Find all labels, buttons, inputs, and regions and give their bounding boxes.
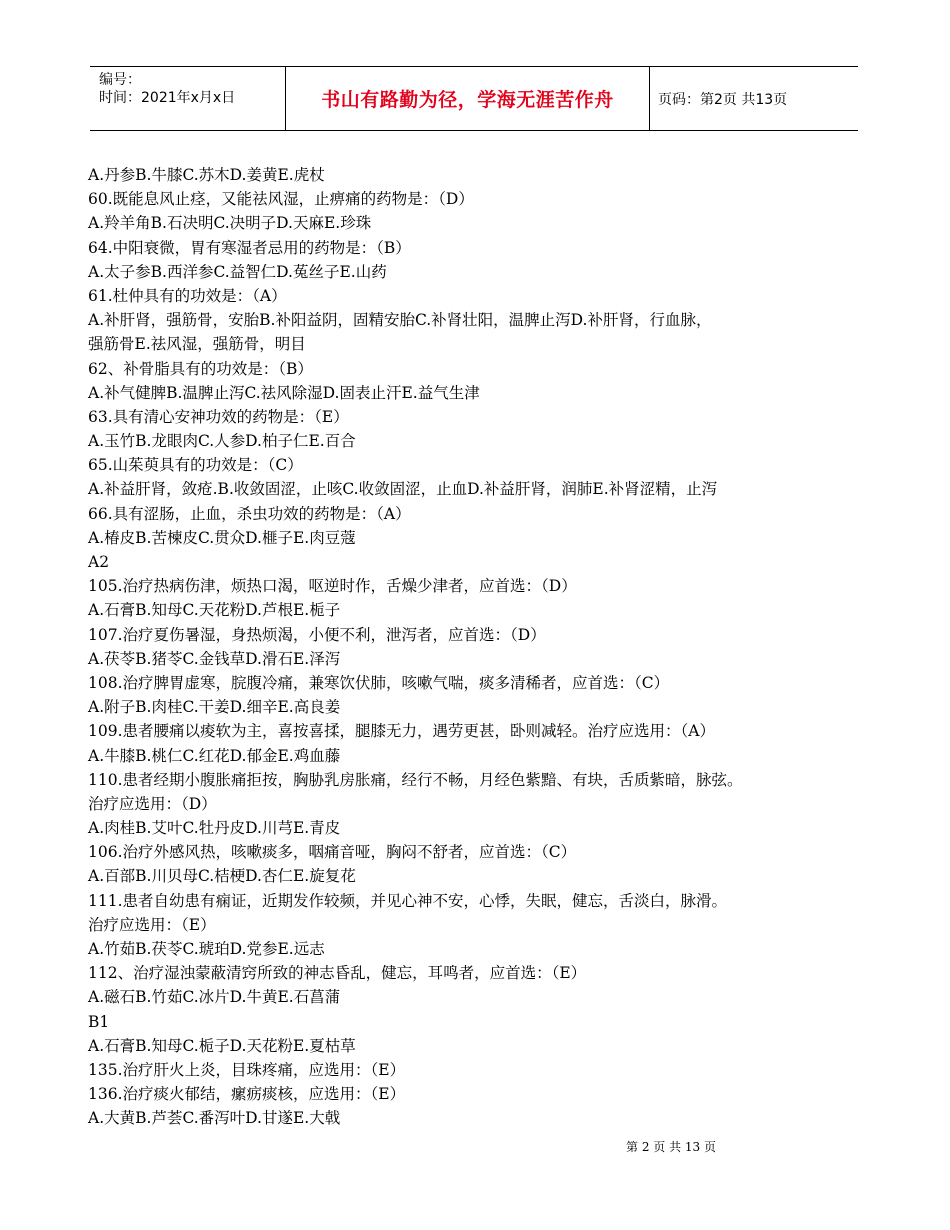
page-footer: 第 2 页 共 13 页 [626, 1140, 716, 1154]
header-page-info: 页码：第2页 共13页 [658, 91, 788, 108]
page-header [90, 66, 858, 131]
text-line: 治疗应选用：（D） [88, 794, 217, 813]
text-line: 110.患者经期小腹胀痛拒按，胸胁乳房胀痛，经行不畅，月经色紫黯、有块，舌质紫暗，脉弦。 [88, 770, 743, 789]
text-line: 111.患者自幼患有痫证，近期发作较频，并见心神不安，心悸，失眠，健忘，舌淡白，脉滑。 [88, 891, 728, 910]
text-line: 65.山茱萸具有的功效是：（C） [88, 456, 303, 475]
document-body [88, 163, 888, 1131]
text-line: 64.中阳衰微，胃有寒湿者忌用的药物是：（B） [88, 238, 411, 257]
text-line: 108.治疗脾胃虚寒，脘腹冷痛，兼寒饮伏肺，咳嗽气喘，痰多清稀者，应首选：（C） [88, 673, 670, 692]
text-line: A.补气健脾B.温脾止泻C.祛风除湿D.固表止汗E.益气生津 [88, 383, 480, 402]
text-line: A.牛膝B.桃仁C.红花D.郁金E.鸡血藤 [88, 746, 341, 765]
text-line: 60.既能息风止痉，又能祛风湿，止痹痛的药物是：（D） [88, 190, 474, 209]
text-line: A.玉竹B.龙眼肉C.人参D.柏子仁E.百合 [88, 432, 356, 451]
text-line: A.茯苓B.猪苓C.金钱草D.滑石E.泽泻 [88, 649, 341, 668]
header-meta [90, 67, 286, 130]
section-label: B1 [88, 1012, 110, 1031]
text-line: 109.患者腰痛以痠软为主，喜按喜揉，腿膝无力，遇劳更甚，卧则减轻。治疗应选用：（A） [88, 722, 715, 741]
text-line: 135.治疗肝火上炎，目珠疼痛，应选用：（E） [88, 1060, 406, 1079]
text-line: A.丹参B.牛膝C.苏木D.姜黄E.虎杖 [88, 166, 325, 184]
text-line: A.补益肝肾，敛疮.B.收敛固涩，止咳C.收敛固涩，止血D.补益肝肾，润肺E.补肾涩精，止泻 [88, 480, 718, 499]
text-line: 61.杜仲具有的功效是：（A） [88, 286, 287, 305]
text-line: 136.治疗痰火郁结，瘰疬痰核，应选用：（E） [88, 1085, 406, 1104]
text-line: A.石膏B.知母C.栀子D.天花粉E.夏枯草 [88, 1036, 356, 1055]
text-line: A.磁石B.竹茹C.冰片D.牛黄E.石菖蒲 [88, 988, 341, 1007]
text-line: 66.具有涩肠，止血，杀虫功效的药物是：（A） [88, 504, 411, 523]
date-text: 时间：2021年x月x日 [99, 90, 236, 106]
text-line: A.肉桂B.艾叶C.牡丹皮D.川芎E.青皮 [88, 819, 341, 838]
text-line: 107.治疗夏伤暑湿，身热烦渴，小便不利，泄泻者，应首选：（D） [88, 625, 546, 644]
text-line: A.竹茹B.茯苓C.琥珀D.党参E.远志 [88, 940, 325, 958]
text-line: A.补肝肾，强筋骨，安胎B.补阳益阴，固精安胎C.补肾壮阳，温脾止泻D.补肝肾，行血脉， [88, 311, 712, 330]
text-line: A.石膏B.知母C.天花粉D.芦根E.栀子 [88, 601, 341, 620]
text-line: 强筋骨E.祛风湿，强筋骨，明目 [88, 335, 306, 354]
text-line: A.附子B.肉桂C.干姜D.细辛E.高良姜 [88, 698, 341, 717]
text-line: 62、补骨脂具有的功效是：（B） [88, 359, 313, 378]
header-motto: 书山有路勤为径，学海无涯苦作舟 [286, 67, 650, 130]
text-line: A.太子参B.西洋参C.益智仁D.菟丝子E.山药 [88, 262, 387, 281]
text-line: A.大黄B.芦荟C.番泻叶D.甘遂E.大戟 [88, 1109, 341, 1128]
text-line: 106.治疗外感风热，咳嗽痰多，咽痛音哑，胸闷不舒者，应首选：（C） [88, 843, 577, 862]
section-label: A2 [88, 553, 110, 571]
text-line: 105.治疗热病伤津，烦热口渴，呕逆时作，舌燥少津者，应首选：（D） [88, 577, 577, 596]
serial-label: 编号： [99, 72, 141, 88]
text-line: A.百部B.川贝母C.桔梗D.杏仁E.旋复花 [88, 867, 356, 886]
text-line: 112、治疗湿浊蒙蔽清窍所致的神志昏乱，健忘，耳鸣者，应首选：（E） [88, 964, 587, 983]
text-line: A.椿皮B.苦楝皮C.贯众D.榧子E.肉豆蔻 [88, 528, 356, 547]
text-line: 63.具有清心安神功效的药物是：（E） [88, 407, 349, 426]
text-line: 治疗应选用：（E） [88, 915, 216, 934]
text-line: A.羚羊角B.石决明C.决明子D.天麻E.珍珠 [88, 214, 372, 233]
